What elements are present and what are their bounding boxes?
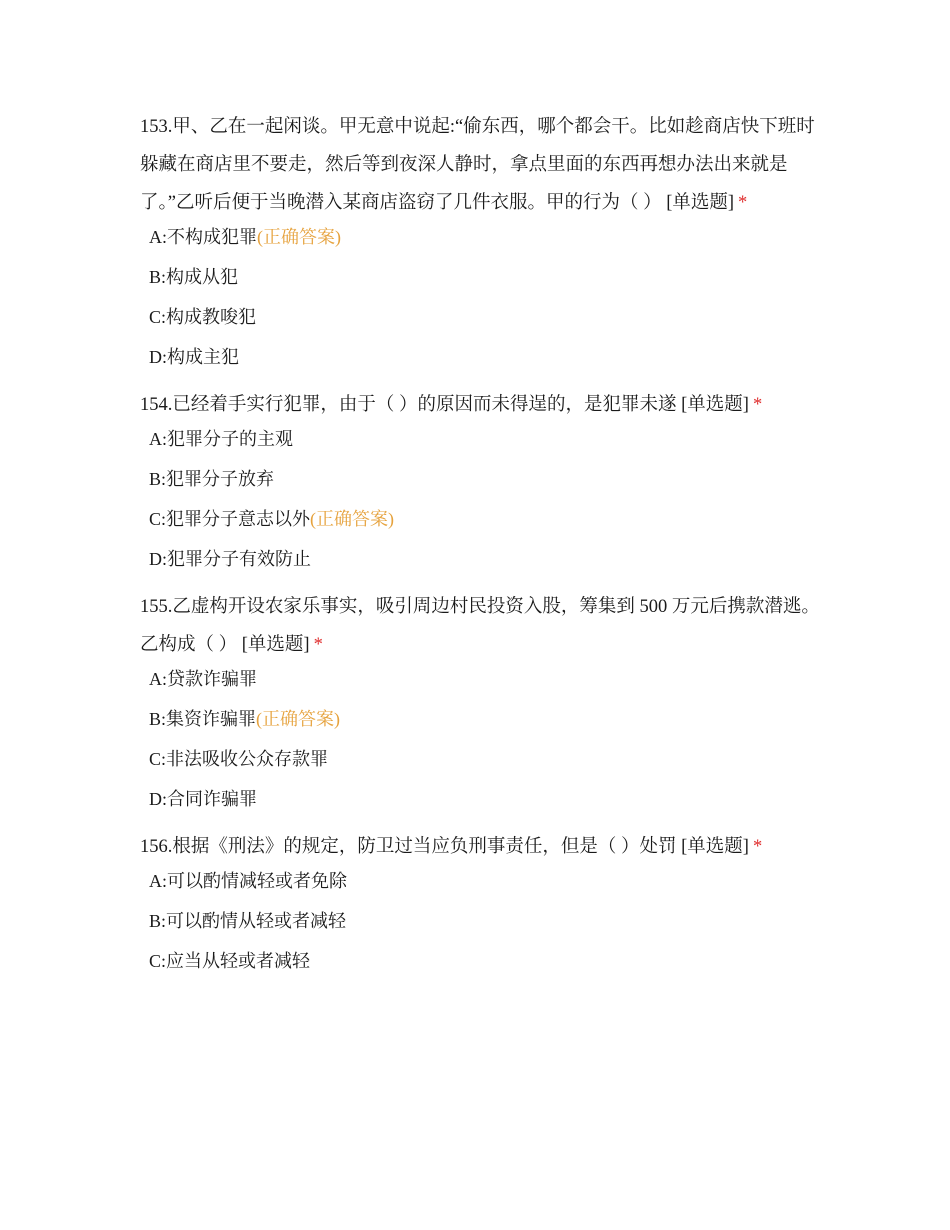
option-a[interactable] — [140, 428, 820, 450]
option-b[interactable] — [140, 468, 820, 490]
option-a[interactable] — [140, 668, 820, 690]
question-154 — [140, 386, 820, 570]
option-label: D:犯罪分子有效防止 — [149, 549, 311, 569]
required-mark: * — [752, 837, 763, 857]
options-list — [140, 226, 820, 368]
option-label: C:非法吸收公众存款罪 — [149, 749, 329, 769]
option-d[interactable] — [140, 788, 820, 810]
question-156 — [140, 828, 820, 972]
correct-answer-tag: (正确答案) — [256, 709, 341, 729]
option-label: B:犯罪分子放弃 — [149, 469, 275, 489]
required-mark: * — [752, 395, 763, 415]
quiz-document — [140, 108, 820, 990]
option-d[interactable] — [140, 548, 820, 570]
option-label: C:构成教唆犯 — [149, 307, 257, 327]
required-mark: * — [313, 635, 323, 655]
option-c[interactable] — [140, 950, 820, 972]
option-b[interactable] — [140, 910, 820, 932]
correct-answer-tag: (正确答案) — [310, 509, 395, 529]
option-label: B:集资诈骗罪 — [149, 709, 257, 729]
question-stem: 153.甲、乙在一起闲谈。甲无意中说起:“偷东西，哪个都会干。比如趁商店快下班时躲藏在商店里不要走，然后等到夜深人静时，拿点里面的东西再想办法出来就是了。”乙听后便于当晚潜入某商店盗窃了几件衣服。甲的行为（ ） [单选题] — [140, 117, 815, 213]
option-label: A:犯罪分子的主观 — [149, 429, 293, 449]
question-text — [140, 828, 820, 866]
option-label: D:构成主犯 — [149, 347, 239, 367]
option-a[interactable] — [140, 870, 820, 892]
option-label: C:犯罪分子意志以外 — [149, 509, 311, 529]
question-stem: 155.乙虚构开设农家乐事实，吸引周边村民投资入股，筹集到 500 万元后携款潜逃。乙构成（ ） [单选题] — [140, 597, 820, 655]
option-label: B:可以酌情从轻或者减轻 — [149, 911, 347, 931]
option-label: A:不构成犯罪 — [149, 227, 257, 247]
question-text — [140, 386, 820, 424]
option-b[interactable] — [140, 266, 820, 288]
question-stem: 156.根据《刑法》的规定，防卫过当应负刑事责任，但是（ ）处罚 [单选题] — [140, 837, 749, 857]
required-mark: * — [738, 193, 748, 213]
option-label: B:构成从犯 — [149, 267, 239, 287]
option-label: A:贷款诈骗罪 — [149, 669, 257, 689]
options-list — [140, 870, 820, 972]
option-d[interactable] — [140, 346, 820, 368]
option-c[interactable] — [140, 748, 820, 770]
question-text — [140, 588, 820, 664]
question-155 — [140, 588, 820, 810]
options-list — [140, 668, 820, 810]
option-label: D:合同诈骗罪 — [149, 789, 257, 809]
option-c[interactable] — [140, 306, 820, 328]
options-list — [140, 428, 820, 570]
option-c[interactable] — [140, 508, 820, 530]
option-label: A:可以酌情减轻或者免除 — [149, 871, 347, 891]
option-a[interactable] — [140, 226, 820, 248]
option-b[interactable] — [140, 708, 820, 730]
option-label: C:应当从轻或者减轻 — [149, 951, 311, 971]
question-153 — [140, 108, 820, 368]
question-stem: 154.已经着手实行犯罪，由于（ ）的原因而未得逞的，是犯罪未遂 [单选题] — [140, 395, 749, 415]
question-text — [140, 108, 820, 222]
correct-answer-tag: (正确答案) — [257, 227, 341, 247]
